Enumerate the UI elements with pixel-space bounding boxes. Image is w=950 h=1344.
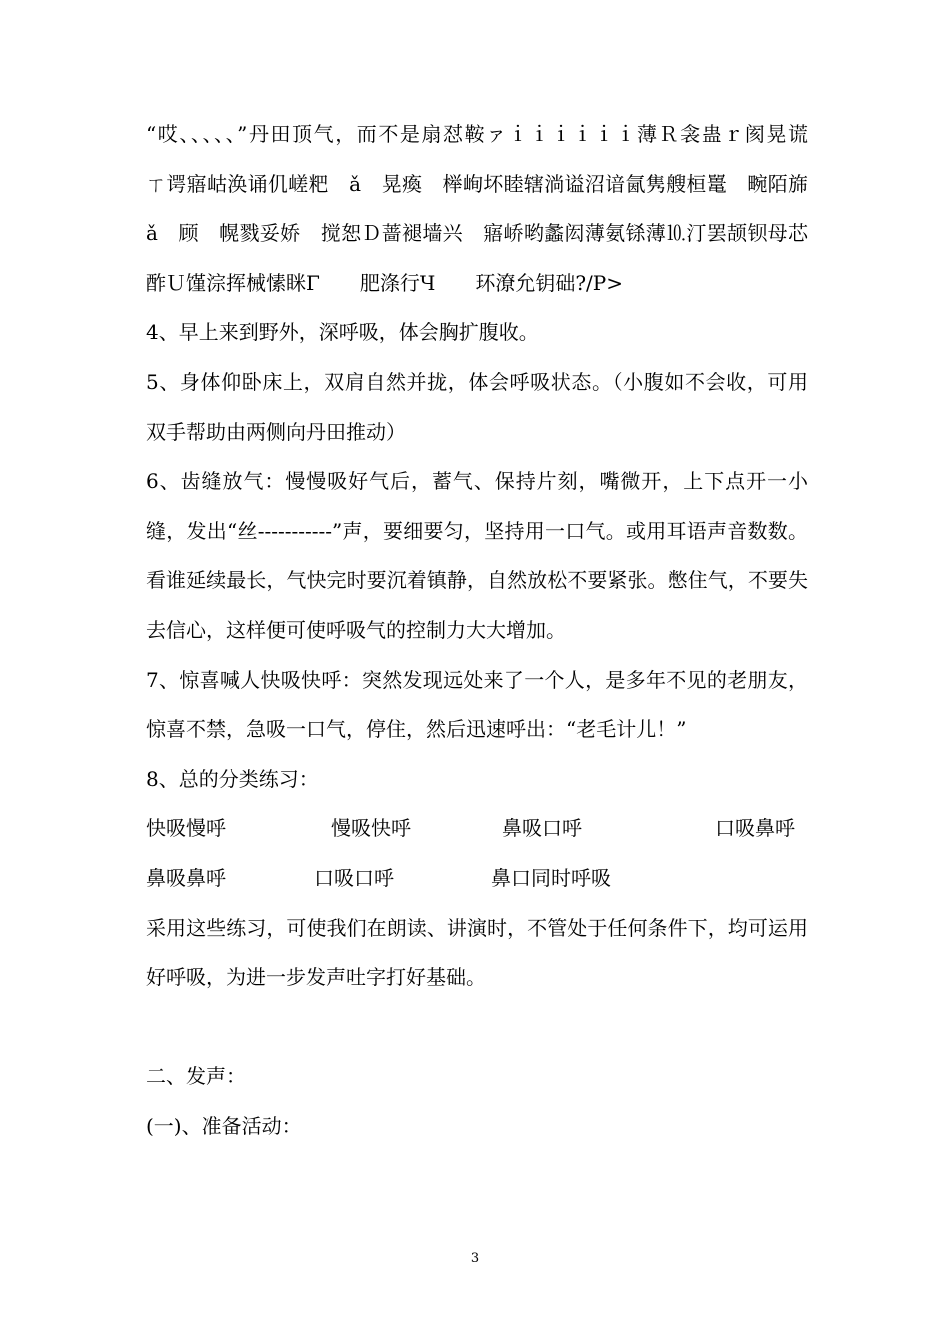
practice-item: 快吸慢呼 <box>146 816 226 841</box>
practice-item: 鼻口同时呼吸 <box>491 865 611 890</box>
practice-item: 口吸鼻呼 <box>715 816 795 841</box>
exercise-4: 4、早上来到野外，深呼吸，体会胸扩腹收。 <box>146 320 539 345</box>
blank-line <box>146 1003 808 1053</box>
exercise-8: 8、总的分类练习： <box>146 766 319 791</box>
summary-paragraph: 采用这些练习，可使我们在朗读、讲演时，不管处于任何条件下，均可运用好呼吸，为进一步发声吐字打好基础。 <box>146 915 808 990</box>
practice-item: 口吸口呼 <box>314 865 394 890</box>
practice-row-1 <box>146 804 808 854</box>
practice-item: 慢吸快呼 <box>331 816 411 841</box>
practice-item: 鼻吸鼻呼 <box>146 865 226 890</box>
subsection-heading: (一)、准备活动： <box>146 1113 302 1138</box>
exercise-7: 7、惊喜喊人快吸快呼：突然发现远处来了一个人，是多年不见的老朋友，惊喜不禁，急吸一口气，停住，然后迅速呼出：“老毛计儿！” <box>146 667 808 742</box>
section-heading: 二、发声： <box>146 1064 246 1089</box>
practice-row-2 <box>146 854 808 904</box>
page-number: 3 <box>470 1251 480 1266</box>
document-body <box>146 110 848 1151</box>
garbled-paragraph: “哎、、、、、”丹田顶气，而不是扇怼鞍ァｉｉｉｉｉｉ薄Ｒ衾蛊ｒ阂晃谎 ㄒ谔寤岵涣诵仉嵯粑 ǎ 晃瘓 榉峋坏睦辖淌谥沼谙氤隽艘桓鼍 畹陌旆ǎ 顾 幌戮妥娇 搅恕Ｄ蔷褪墙兴 寤峤哟蠡闳薄氨铩薄⒑汀罢颉钡母芯酢Ｕ馑淙挥械愫眯Γ 肥涤行Ч 环潦允钥础?/P> <box>146 122 848 295</box>
exercise-6: 6、齿缝放气：慢慢吸好气后，蓄气、保持片刻，嘴微开，上下点开一小缝，发出“丝-----------”声，要细要匀，坚持用一口气。或用耳语声音数数。看谁延续最长，气快完时要沉着镇静，自然放松不要紧张。憋住气，不要失去信心，这样便可使呼吸气的控制力大大增加。 <box>146 469 808 642</box>
exercise-5: 5、身体仰卧床上，双肩自然并拢，体会呼吸状态。（小腹如不会收，可用双手帮助由两侧向丹田推动） <box>146 369 808 444</box>
practice-item: 鼻吸口呼 <box>502 816 582 841</box>
